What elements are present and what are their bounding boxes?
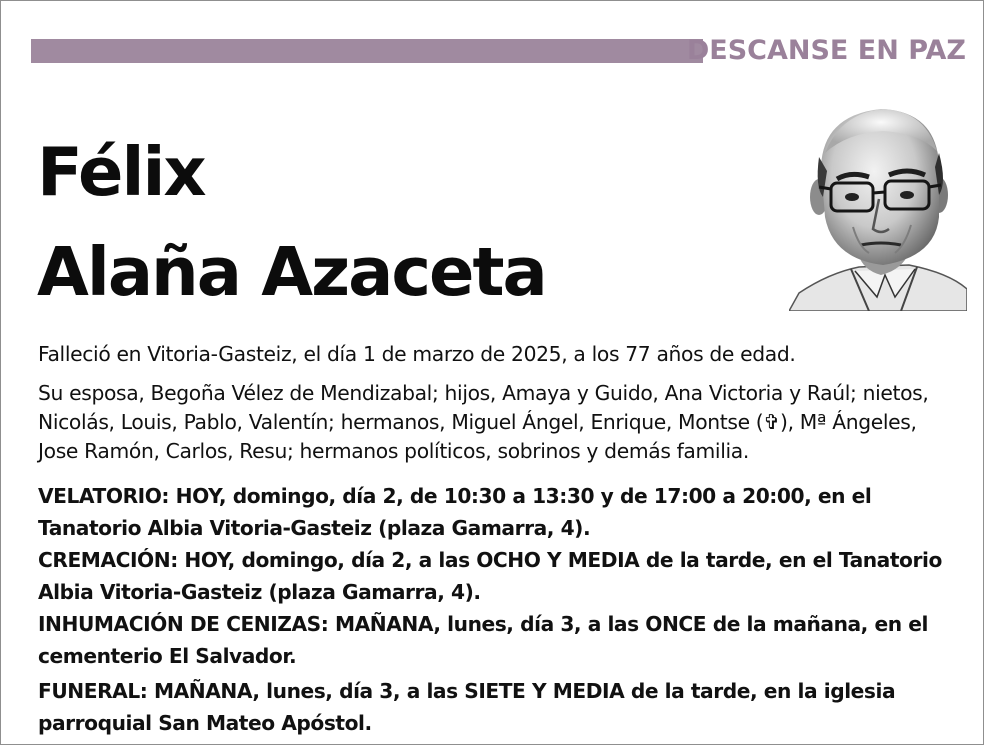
deceased-last-name: Alaña Azaceta <box>37 233 546 311</box>
service-cremacion: CREMACIÓN: HOY, domingo, día 2, a las OCHO Y MEDIA de la tarde, en el Tanatorio Albia Vitoria-Gasteiz (plaza Gamarra, 4). <box>38 548 942 604</box>
portrait-photo <box>789 97 967 311</box>
deceased-first-name: Félix <box>37 133 205 211</box>
service-funeral: FUNERAL: MAÑANA, lunes, día 3, a las SIETE Y MEDIA de la tarde, en la iglesia parroquial San Mateo Apóstol. <box>38 679 896 735</box>
family-list: Su esposa, Begoña Vélez de Mendizabal; hijos, Amaya y Guido, Ana Victoria y Raúl; nietos, Nicolás, Louis, Pablo, Valentín; hermanos, Miguel Ángel, Enrique, Montse (✞), Mª Ángeles, Jose Ramón, Carlos, Resu; hermanos políticos, sobrinos y demás familia. <box>38 381 929 463</box>
section-title: DESCANSE EN PAZ <box>686 35 966 66</box>
death-notice: Falleció en Vitoria-Gasteiz, el día 1 de marzo de 2025, a los 77 años de edad. <box>38 342 796 366</box>
service-velatorio: VELATORIO: HOY, domingo, día 2, de 10:30 a 13:30 y de 17:00 a 20:00, en el Tanatorio Albia Vitoria-Gasteiz (plaza Gamarra, 4). <box>38 484 872 540</box>
header-band <box>31 39 703 63</box>
service-inhumacion: INHUMACIÓN DE CENIZAS: MAÑANA, lunes, día 3, a las ONCE de la mañana, en el cementerio El Salvador. <box>38 612 928 668</box>
